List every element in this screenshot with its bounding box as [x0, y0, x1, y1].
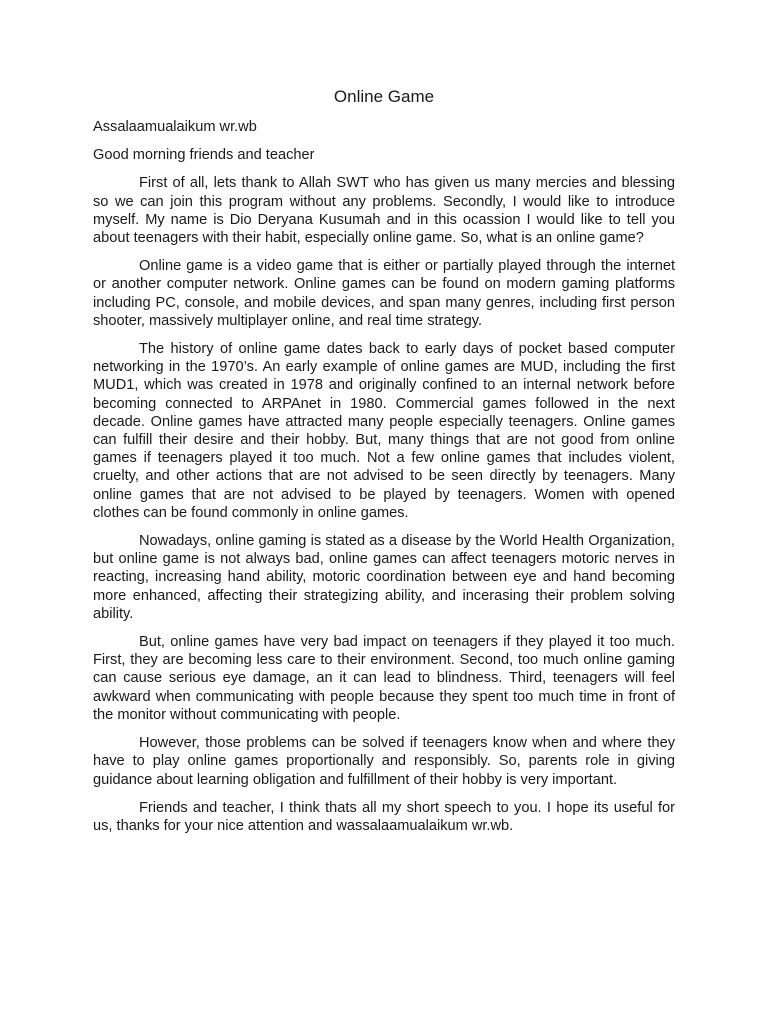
greeting: Assalaamualaikum wr.wb — [93, 119, 257, 135]
document-page — [93, 86, 675, 845]
paragraph-introduction: First of all, lets thank to Allah SWT who has given us many mercies and blessing so we can join this program without any problems. Secondly, I would like to introduce myself. My name is Dio Deryana Kusumah and in this ocassion I would like to tell you about teenagers with their habit, especially online game. So, what is an online game? — [93, 175, 675, 247]
salutation: Good morning friends and teacher — [93, 147, 315, 164]
paragraph-negative-effects: But, online games have very bad impact on teenagers if they played it too much. First, they are becoming less care to their environment. Second, too much online gaming can cause serious eye damage, an it can lead to blindness. Third, teenagers will feel awkward when communicating with people because they spent too much time in front of the monitor without communicating with people. — [93, 634, 675, 723]
paragraph-solution: However, those problems can be solved if teenagers know when and where they have to play online games proportionally and responsibly. So, parents role in giving guidance about learning obligation and fulfillment of their hobby is very important. — [93, 735, 675, 788]
paragraph-definition: Online game is a video game that is either or partially played through the internet or another computer network. Online games can be found on modern gaming platforms including PC, console, and mobile devices, and span many genres, including first person shooter, massively multiplayer online, and real time strategy. — [93, 258, 675, 329]
paragraph-closing: Friends and teacher, I think thats all my short speech to you. I hope its useful for us, thanks for your nice attention and wassalaamualaikum wr.wb. — [93, 799, 675, 834]
document-title: Online Game — [333, 87, 435, 106]
paragraph-history: The history of online game dates back to early days of pocket based computer networking in the 1970’s. An early example of online games are MUD, including the first MUD1, which was created in 1978 and originally confined to an internal network before becoming connected to ARPAnet in 1980. Commercial games followed in the next decade. Online games have attracted many people especially teenagers. Online games can fulfill their desire and their hobby. But, many things that are not good from online games if teenagers played it too much. Not a few online games that includes violent, cruelty, and other actions that are not advised to be seen directly by teenagers. Many online games that are not advised to be played by teenagers. Women with opened clothes can be found commonly in online games. — [93, 341, 675, 521]
paragraph-positive-effects: Nowadays, online gaming is stated as a disease by the World Health Organization, but online game is not always bad, online games can affect teenagers motoric nerves in reacting, increasing hand ability, motoric coordination between eye and hand becoming more enhanced, affecting their strategizing ability, and incerasing their problem solving ability. — [93, 533, 675, 622]
